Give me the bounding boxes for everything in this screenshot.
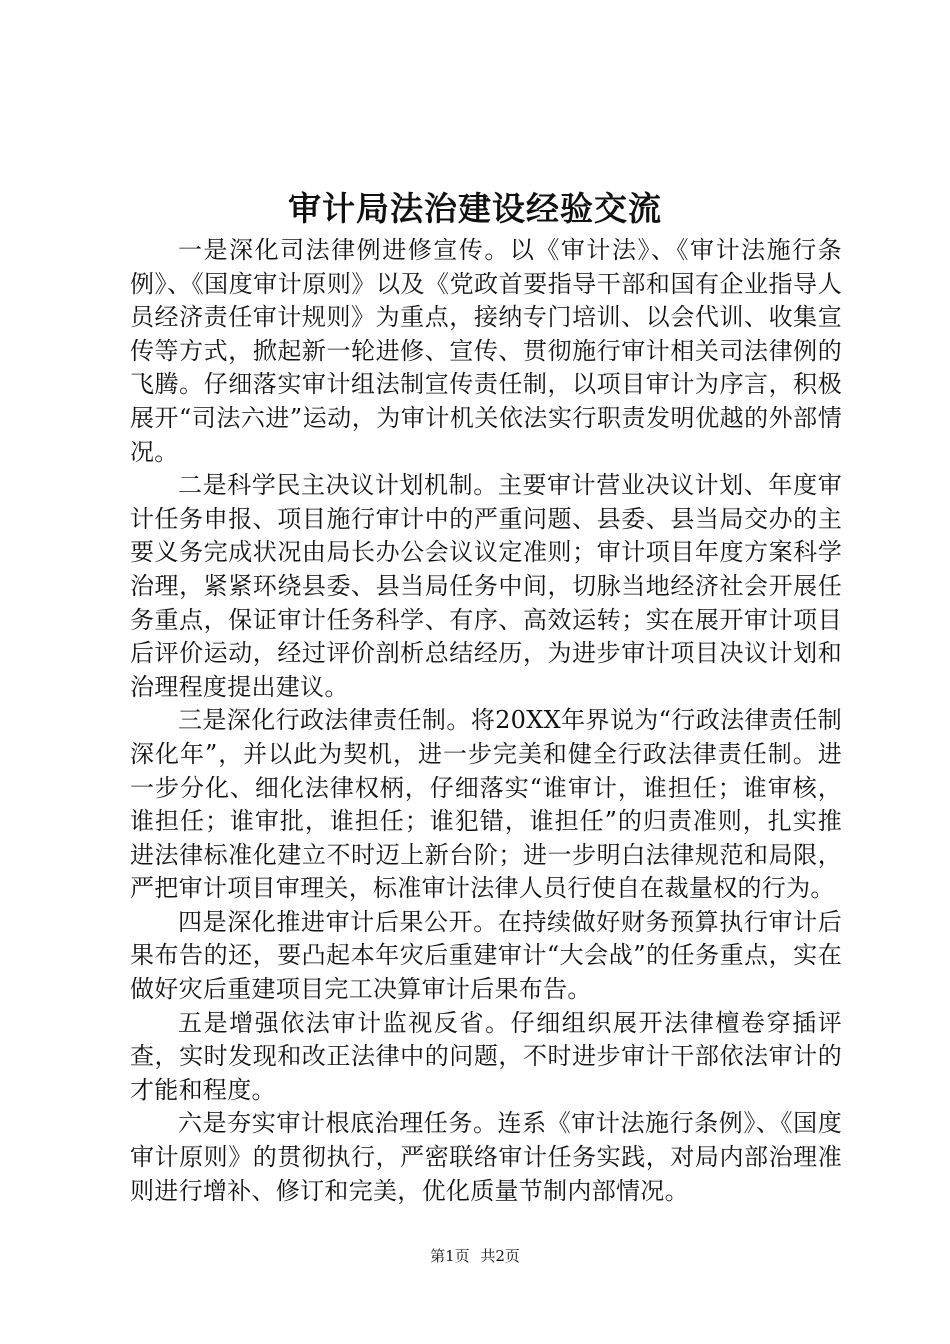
page-footer: [0, 1246, 950, 1266]
document-title: 审计局法治建设经验交流: [288, 189, 662, 228]
page-number-current: 第1页: [430, 1247, 470, 1265]
document-body: [130, 234, 842, 1208]
page-number-total: 共2页: [480, 1247, 520, 1265]
paragraph-2: 二是科学民主决议计划机制。主要审计营业决议计划、年度审计任务申报、项目施行审计中的严重问题、县委、县当局交办的主要义务完成状况由局长办公会议议定准则；审计项目年度方案科学治理，紧紧环绕县委、县当局任务中间，切脉当地经济社会开展任务重点，保证审计任务科学、有序、高效运转；实在展开审计项目后评价运动，经过评价剖析总结经历，为进步审计项目决议计划和治理程度提出建议。: [130, 471, 842, 701]
paragraph-5: 五是增强依法审计监视反省。仔细组织展开法律檀卷穿插评查，实时发现和改正法律中的问题，不时进步审计干部依法审计的才能和程度。: [130, 1008, 842, 1104]
paragraph-4: 四是深化推进审计后果公开。在持续做好财务预算执行审计后果布告的还，要凸起本年灾后重建审计“大会战”的任务重点，实在做好灾后重建项目完工决算审计后果布告。: [130, 907, 842, 1004]
paragraph-1: 一是深化司法律例进修宣传。以《审计法》、《审计法施行条例》、《国度审计原则》以及《党政首要指导干部和国有企业指导人员经济责任审计规则》为重点，接纳专门培训、以会代训、收集宣传等方式，掀起新一轮进修、宣传、贯彻施行审计相关司法律例的飞腾。仔细落实审计组法制宣传责任制，以项目审计为序言，积极展开“司法六进”运动，为审计机关依法实行职责发明优越的外部情况。: [130, 236, 842, 466]
paragraph-6: 六是夯实审计根底治理任务。连系《审计法施行条例》、《国度审计原则》的贯彻执行，严密联络审计任务实践，对局内部治理准则进行增补、修订和完美，优化质量节制内部情况。: [130, 1109, 842, 1205]
paragraph-3: 三是深化行政法律责任制。将20XX年界说为“行政法律责任制深化年”，并以此为契机，进一步完美和健全行政法律责任制。进一步分化、细化法律权柄，仔细落实“谁审计，谁担任；谁审核，谁担任；谁审批，谁担任；谁犯错，谁担任”的归责准则，扎实推进法律标准化建立不时迈上新台阶；进一步明白法律规范和局限，严把审计项目审理关，标准审计法律人员行使自在裁量权的行为。: [130, 706, 842, 903]
